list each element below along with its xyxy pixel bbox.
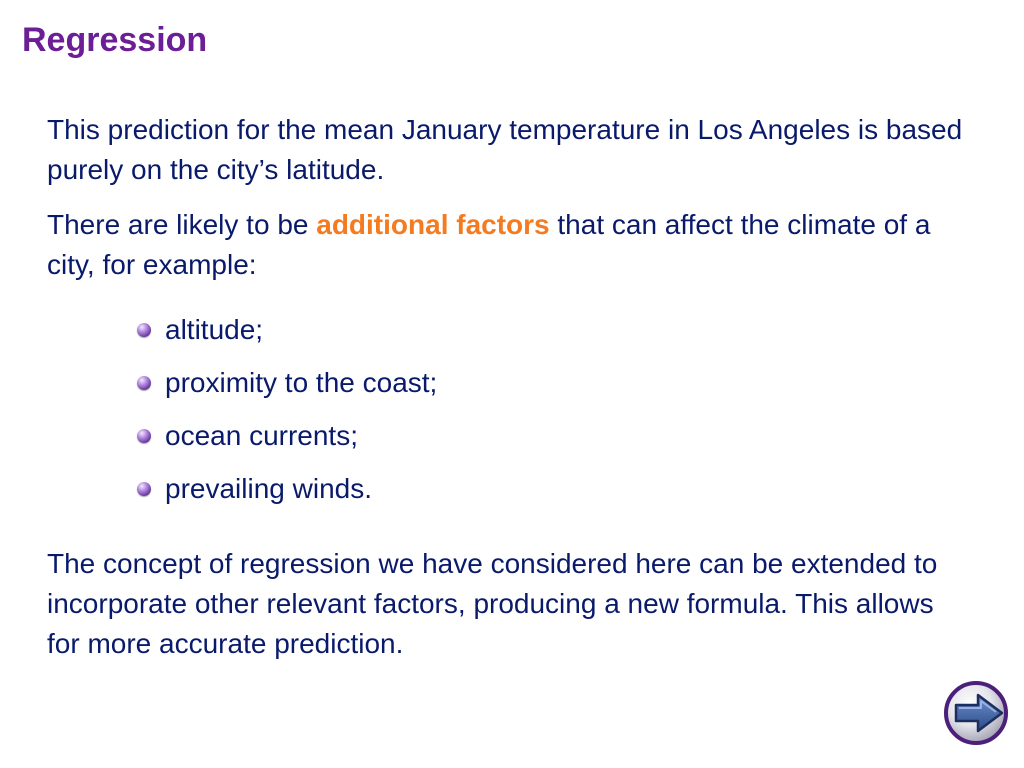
- bullet-icon: [137, 482, 151, 496]
- next-slide-button[interactable]: [944, 680, 1014, 748]
- bullet-icon: [137, 429, 151, 443]
- factors-text-before: There are likely to be: [47, 209, 317, 240]
- bullet-icon: [137, 323, 151, 337]
- list-item: [137, 409, 437, 462]
- intro-paragraph: This prediction for the mean January temperature in Los Angeles is based purely on the city’s latitude.: [47, 114, 963, 185]
- list-item: [137, 462, 437, 515]
- slide-title: Regression: [22, 21, 208, 59]
- arrow-right-icon: [944, 680, 1014, 748]
- bullet-icon: [137, 376, 151, 390]
- list-item-label: altitude;: [165, 313, 264, 345]
- highlighted-phrase: additional factors: [316, 209, 550, 240]
- list-item-label: ocean currents;: [165, 419, 358, 451]
- factors-text-after: that can affect the climate of a city, for example:: [47, 209, 931, 280]
- factors-paragraph: [47, 205, 967, 285]
- list-item-label: prevailing winds.: [165, 472, 372, 504]
- list-item: [137, 356, 437, 409]
- factor-list: [137, 303, 437, 515]
- list-item-label: proximity to the coast;: [165, 366, 438, 398]
- conclusion-paragraph: The concept of regression we have considered here can be extended to incorporate other relevant factors, producing a new formula. This allows for more accurate prediction.: [47, 548, 938, 659]
- list-item: [137, 303, 437, 356]
